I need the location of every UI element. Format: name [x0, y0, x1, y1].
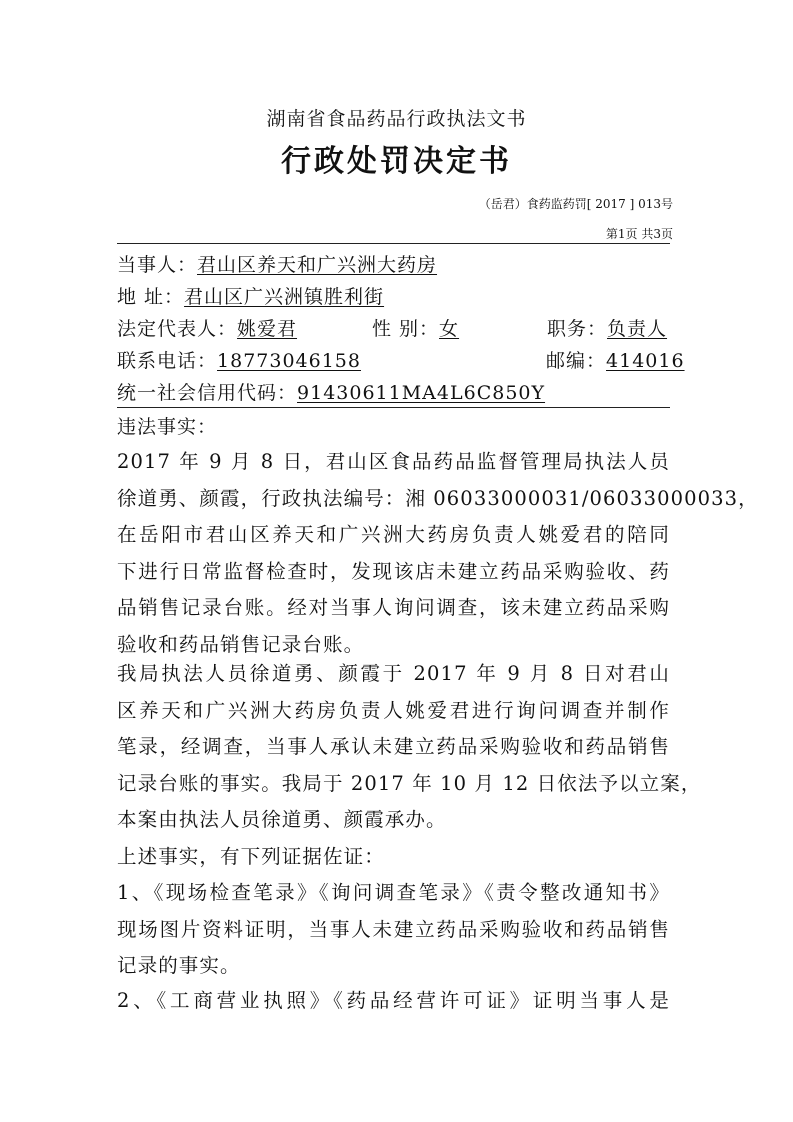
document-series-title: 湖南省食品药品行政执法文书 [266, 108, 527, 130]
gender-row [372, 314, 459, 341]
address-label: 地 址： [117, 286, 185, 308]
phone-label: 联系电话： [117, 350, 218, 372]
party-name-value: 君山区养天和广兴洲大药房 [197, 254, 438, 276]
text-line: 2、《工商营业执照》《药品经营许可证》证明当事人是 [117, 989, 670, 1012]
text-line: 上述事实，有下列证据佐证： [117, 845, 385, 868]
body-paragraph [117, 656, 702, 839]
evidence-item [117, 875, 670, 985]
postcode-value: 414016 [606, 350, 685, 372]
top-divider [117, 243, 670, 244]
address-value: 君山区广兴洲镇胜利街 [184, 286, 385, 308]
credit-code-row [117, 378, 545, 405]
bottom-divider [117, 407, 670, 408]
position-row [547, 314, 667, 341]
credit-code-label: 统一社会信用代码： [117, 382, 298, 404]
document-number: （岳君）食药监药罚[ 2017 ] 013号 [478, 197, 673, 211]
phone-value: 18773046158 [217, 350, 361, 372]
credit-code-value: 91430611MA4L6C850Y [297, 382, 546, 404]
text-line: 记录的事实。 [117, 954, 241, 977]
text-line: 现场图片资料证明，当事人未建立药品采购验收和药品销售 [117, 917, 670, 941]
text-line: 区养天和广兴洲大药房负责人姚爱君进行询问调查并制作 [117, 698, 670, 722]
address-row [117, 282, 384, 309]
facts-heading: 违法事实： [117, 416, 218, 438]
text-line: 笔录，经调查，当事人承认未建立药品采购验收和药品销售 [117, 735, 670, 758]
legal-rep-label: 法定代表人： [117, 318, 238, 340]
text-line: 品销售记录台账。经对当事人询问调查，该未建立药品采购 [117, 596, 670, 619]
party-name-label: 当事人： [117, 254, 198, 276]
party-name-row [117, 250, 437, 277]
document-title: 行政处罚决定书 [281, 144, 512, 179]
evidence-item [117, 983, 670, 1020]
body-paragraph [117, 839, 670, 876]
text-line: 徐道勇、颜霞，行政执法编号：湘 06033000031/06033000033， [117, 486, 759, 510]
text-line: 记录台账的事实。我局于 2017 年 10 月 12 日依法予以立案， [117, 771, 702, 795]
postcode-row [546, 346, 685, 373]
text-line: 下进行日常监督检查时，发现该店未建立药品采购验收、药 [117, 559, 670, 583]
page-indicator: 第1页 共3页 [605, 227, 673, 241]
text-line: 验收和药品销售记录台账。 [117, 632, 365, 656]
postcode-label: 邮编： [546, 350, 607, 372]
body-paragraph [117, 444, 759, 663]
position-value: 负责人 [607, 318, 668, 340]
text-line: 在岳阳市君山区养天和广兴洲大药房负责人姚爱君的陪同 [117, 523, 670, 546]
gender-label: 性 别： [372, 318, 440, 340]
text-line: 1、《现场检查笔录》《询问调查笔录》《责令整改通知书》 [117, 881, 670, 904]
position-label: 职务： [547, 318, 608, 340]
text-line: 我局执法人员徐道勇、颜霞于 2017 年 9 月 8 日对君山 [117, 662, 670, 685]
text-line: 2017 年 9 月 8 日，君山区食品药品监督管理局执法人员 [117, 450, 670, 473]
text-line: 本案由执法人员徐道勇、颜霞承办。 [117, 808, 447, 831]
gender-value: 女 [439, 318, 460, 340]
phone-row [117, 346, 361, 373]
legal-rep-value: 姚爱君 [237, 318, 298, 340]
legal-representative-row [117, 314, 297, 341]
